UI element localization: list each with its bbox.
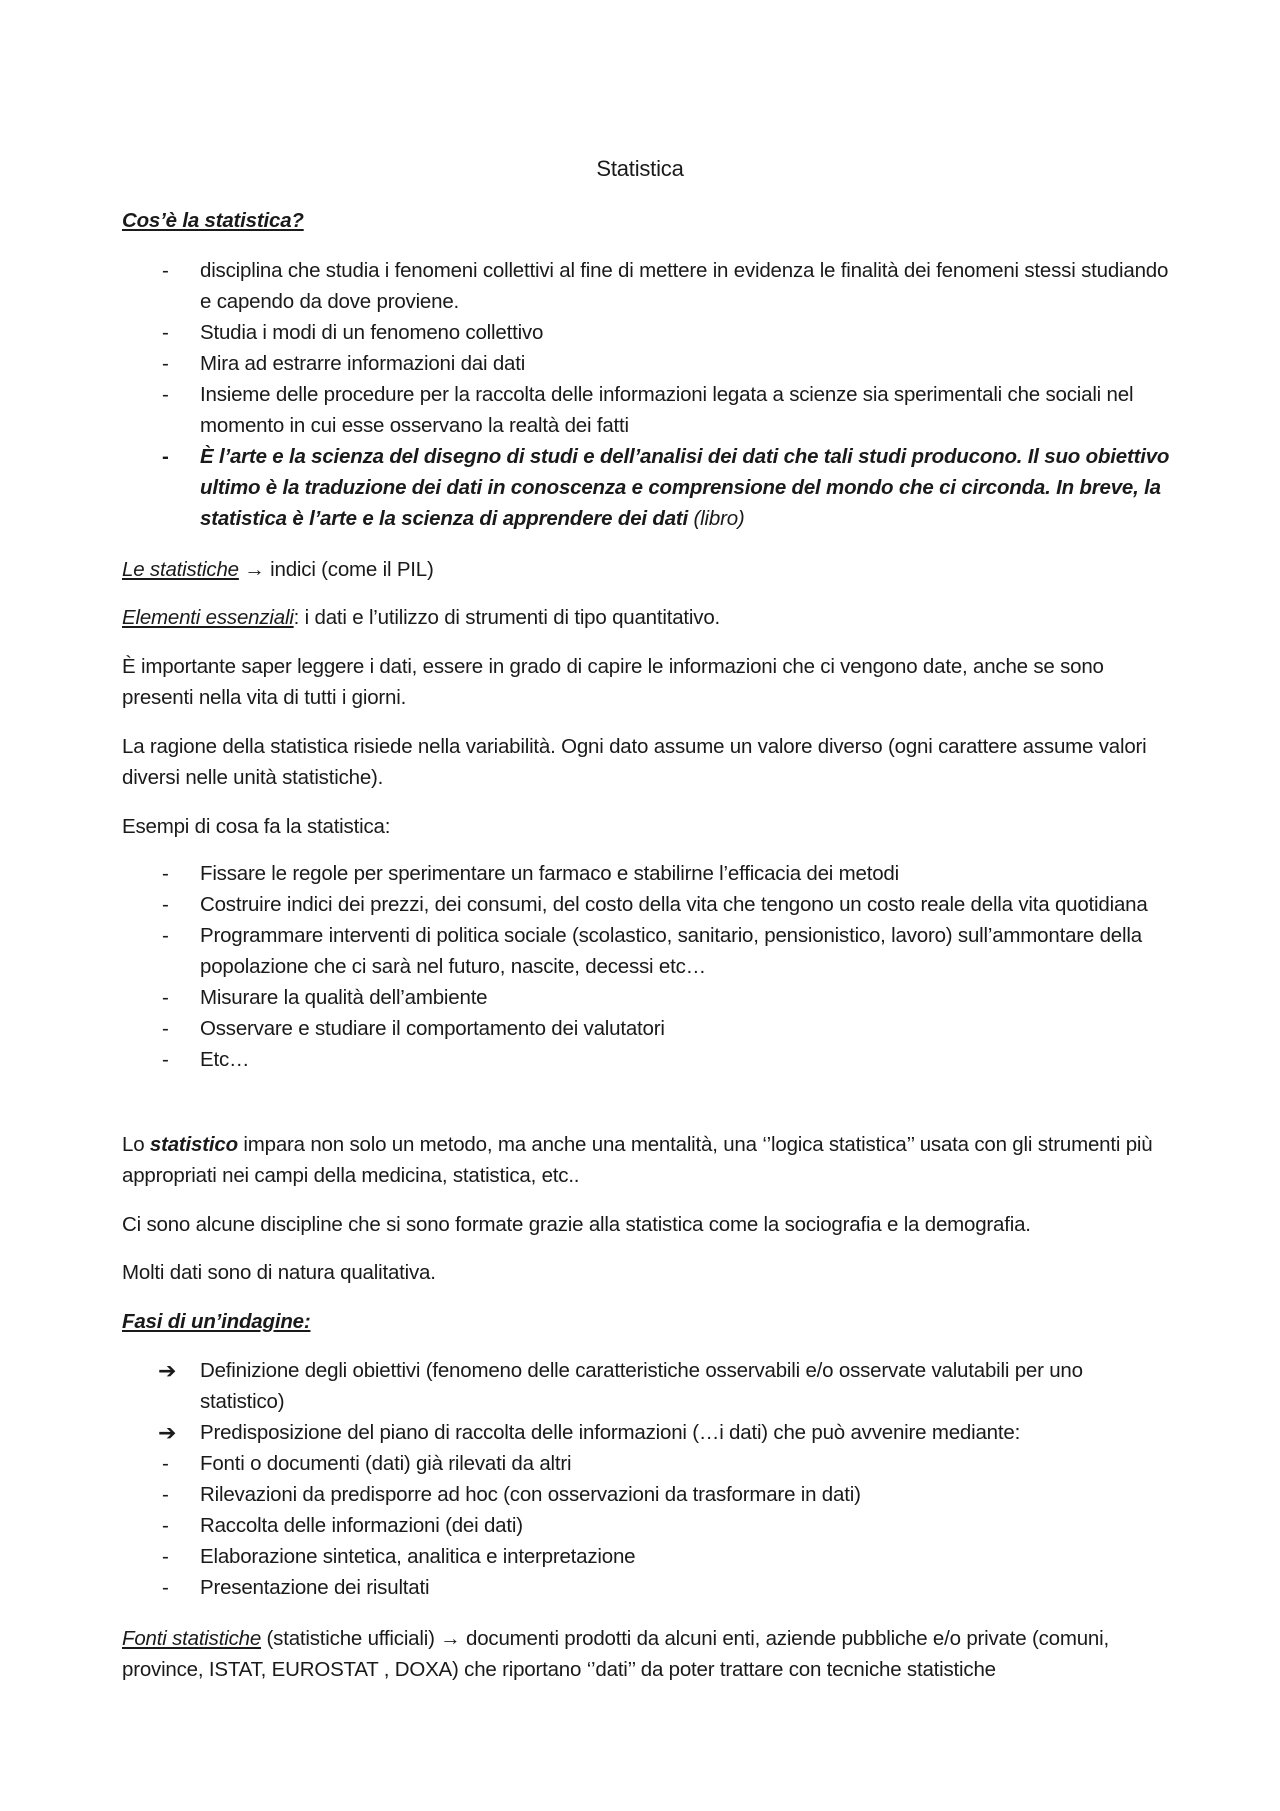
list-item: - Mira ad estrarre informazioni dai dati <box>162 352 526 375</box>
list-item: - Rilevazioni da predisporre ad hoc (con osservazioni da trasformare in dati) <box>162 1483 861 1506</box>
arrow-icon: ➔ <box>158 1420 177 1445</box>
list-item: - Etc… <box>162 1048 250 1071</box>
statistiche-line: Le statistiche → indici (come il PIL) <box>122 558 434 581</box>
list-item: - Presentazione dei risultati <box>162 1576 430 1599</box>
list-item: - Programmare interventi di politica sociale (scolastico, sanitario, pensionistico, lavoro) sull’ammontare della popolazione che ci sarà nel futuro, nascite, decessi etc… <box>162 924 1142 978</box>
list-item: - Costruire indici dei prezzi, dei consumi, del costo della vita che tengono un costo reale della vita quotidiana <box>162 893 1148 916</box>
heading-text: Cos’è la statistica? <box>122 209 304 232</box>
paragraph-statistico: Lo statistico impara non solo un metodo, ma anche una mentalità, una ‘’logica statistica’’ usata con gli strumenti più appropriati nei campi della medicina, statistica, etc.. <box>122 1133 1153 1187</box>
paragraph-discipline: Ci sono alcune discipline che si sono formate grazie alla statistica come la sociografia e la demografia. <box>122 1213 1031 1236</box>
section-heading-fasi <box>122 1306 1172 1337</box>
paragraph-qualitativa: Molti dati sono di natura qualitativa. <box>122 1261 436 1284</box>
paragraph-ragione: La ragione della statistica risiede nella variabilità. Ogni dato assume un valore diverso (ogni carattere assume valori diversi nelle unità statistiche). <box>122 735 1147 789</box>
list-item: - Studia i modi di un fenomeno collettivo <box>162 321 544 344</box>
heading-text: Fasi di un’indagine: <box>122 1310 311 1333</box>
fasi-list <box>122 1355 1172 1603</box>
list-item: - Fissare le regole per sperimentare un farmaco e stabilirne l’efficacia dei metodi <box>162 862 899 885</box>
definition-list <box>122 255 1172 534</box>
esempi-list <box>122 858 1172 1075</box>
paragraph-fonti: Fonti statistiche (statistiche ufficiali) → documenti prodotti da alcuni enti, aziende pubbliche e/o private (comuni, province, ISTAT, EUROSTAT , DOXA) che riportano ‘’dati’’ da poter trattare con tecniche statistiche <box>122 1627 1109 1681</box>
paragraph-importante: È importante saper leggere i dati, essere in grado di capire le informazioni che ci vengono date, anche se sono presenti nella vita di tutti i giorni. <box>122 655 1104 709</box>
list-item-bold: - È l’arte e la scienza del disegno di studi e dell’analisi dei dati che tali studi producono. Il suo obiettivo ultimo è la traduzione dei dati in conoscenza e comprensione del mondo che ci circonda. In breve, la statistica è l’arte e la scienza di apprendere dei dati (libro) <box>162 445 1170 530</box>
elementi-line: Elementi essenziali: i dati e l’utilizzo di strumenti di tipo quantitativo. <box>122 606 721 629</box>
list-item: - Fonti o documenti (dati) già rilevati da altri <box>162 1452 572 1475</box>
section-heading-cos-e <box>122 205 1172 236</box>
esempi-intro: Esempi di cosa fa la statistica: <box>122 815 391 838</box>
arrow-icon: ➔ <box>158 1358 177 1383</box>
list-item-arrow: ➔ Predisposizione del piano di raccolta delle informazioni (…i dati) che può avvenire mediante: <box>122 1417 1172 1448</box>
list-item: - Insieme delle procedure per la raccolta delle informazioni legata a scienze sia sperimentali che sociali nel momento in cui esse osservano la realtà dei fatti <box>162 383 1134 437</box>
list-item: - Raccolta delle informazioni (dei dati) <box>162 1514 523 1537</box>
list-item: - Elaborazione sintetica, analitica e interpretazione <box>162 1545 636 1568</box>
list-item: - Misurare la qualità dell’ambiente <box>162 986 488 1009</box>
list-item: - Osservare e studiare il comportamento dei valutatori <box>162 1017 665 1040</box>
list-item: - disciplina che studia i fenomeni collettivi al fine di mettere in evidenza le finalità dei fenomeni stessi studiando e capendo da dove proviene. <box>162 259 1169 313</box>
list-item-arrow: ➔ Definizione degli obiettivi (fenomeno delle caratteristiche osservabili e/o osservate valutabili per uno statistico) <box>122 1355 1172 1417</box>
page-title: Statistica <box>596 156 684 181</box>
